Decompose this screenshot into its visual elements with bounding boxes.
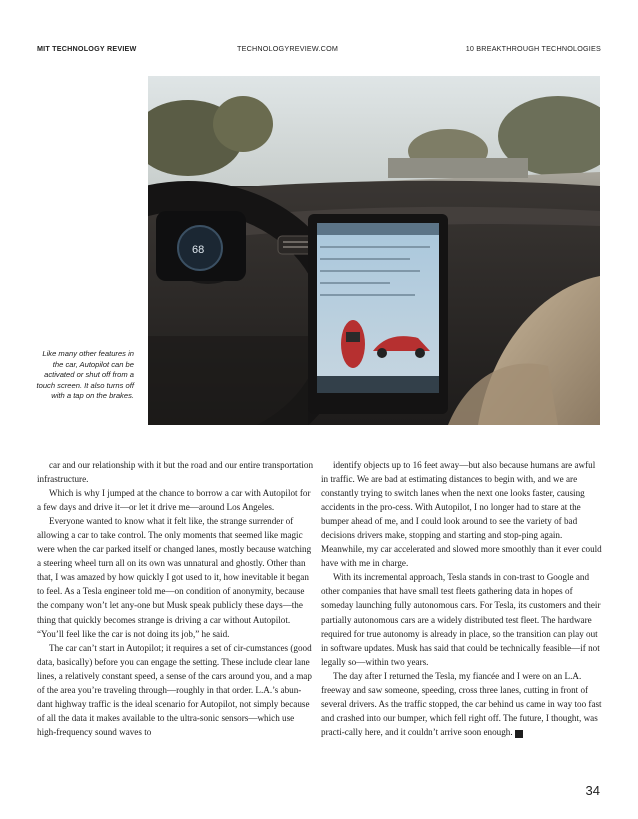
article-column-right — [321, 458, 603, 739]
section-title: 10 BREAKTHROUGH TECHNOLOGIES — [465, 44, 601, 53]
paragraph-final — [321, 669, 603, 739]
tesla-interior-photo — [148, 76, 600, 425]
paragraph: Everyone wanted to know what it felt like, the strange surrender of allowing a car to take control. The only moments that seemed like magic were when the car parked itself or changed lanes, mostly because watching a steering wheel turn all on its own was unnatural and ghostly. Other than that, I was amazed by how quickly I got used to it, how inevitable it began to feel. As a Tesla engineer told me—on condition of anonymity, because the company won’t let any-one but Musk speak publicly these days—the thing that quickly becomes strange is driving a car without Autopilot. “You’ll feel like the car is not doing its job,” he said. — [37, 516, 312, 639]
running-header — [0, 44, 638, 58]
paragraph: With its incremental approach, Tesla stands in con-trast to Google and other companies that have small test fleets gathering data in hopes of someday launching fully autonomous cars. For Tesla, its customers and their partially autonomous cars are a widely distributed test fleet. The hardware required for true autonomy is already in place, so the transition can play out in software updates. Musk has said that could be technically feasible—if not legally so—within two years. — [321, 572, 601, 667]
speed-readout: 68 — [192, 244, 205, 256]
paragraph-text: The day after I returned the Tesla, my fiancée and I were on an L.A. freeway and saw someone, speeding, cross three lanes, cutting in front of several drivers. As the traffic stopped, the car behind us came in way too fast and crashed into our bumper, which fell right off. The future, I thought, was practi-cally here, and it couldn’t arrive soon enough. — [321, 670, 602, 737]
paragraph: Which is why I jumped at the chance to borrow a car with Autopilot for a few days and drive it—or let it drive me—around Los Angeles. — [37, 488, 311, 513]
photo-caption: Like many other features in the car, Autopilot can be activated or shut off from a touch screen. It also turns off with a tap on the brakes. — [36, 349, 134, 400]
website-url: TECHNOLOGYREVIEW.COM — [237, 44, 339, 53]
publication-name: MIT TECHNOLOGY REVIEW — [37, 44, 137, 53]
article-column-left — [37, 458, 315, 739]
page-number: 34 — [585, 783, 600, 798]
paragraph: The car can’t start in Autopilot; it requires a set of cir-cumstances (good data, basically) before you can engage the setting. These include clear lane lines, a relatively constant speed, a sense of the cars around you, and a map of the area you’re traveling through—roughly in that order. L.A.’s abun-dant highway traffic is the ideal scenario for Autopilot, not simply because of all the data it makes available to the ultra-sonic sensors—which use high-frequency sound waves to — [37, 642, 312, 737]
paragraph: car and our relationship with it but the road and our entire transportation infrastructure. — [37, 460, 314, 485]
paragraph: identify objects up to 16 feet away—but also because humans are awful in traffic. We are bad at estimating distances to begin with, and we are constantly trying to switch lanes when the next one looks faster, causing accidents in the pro-cess. With Autopilot, I no longer had to stare at the bumper ahead of me, and I could look around to see the variety of bad decisions drivers make, stopping and starting and stop-ping again. Meanwhile, my car accelerated and slowed more smoothly than it ever could have with me in charge. — [321, 460, 602, 569]
end-mark-icon: + — [515, 730, 523, 738]
